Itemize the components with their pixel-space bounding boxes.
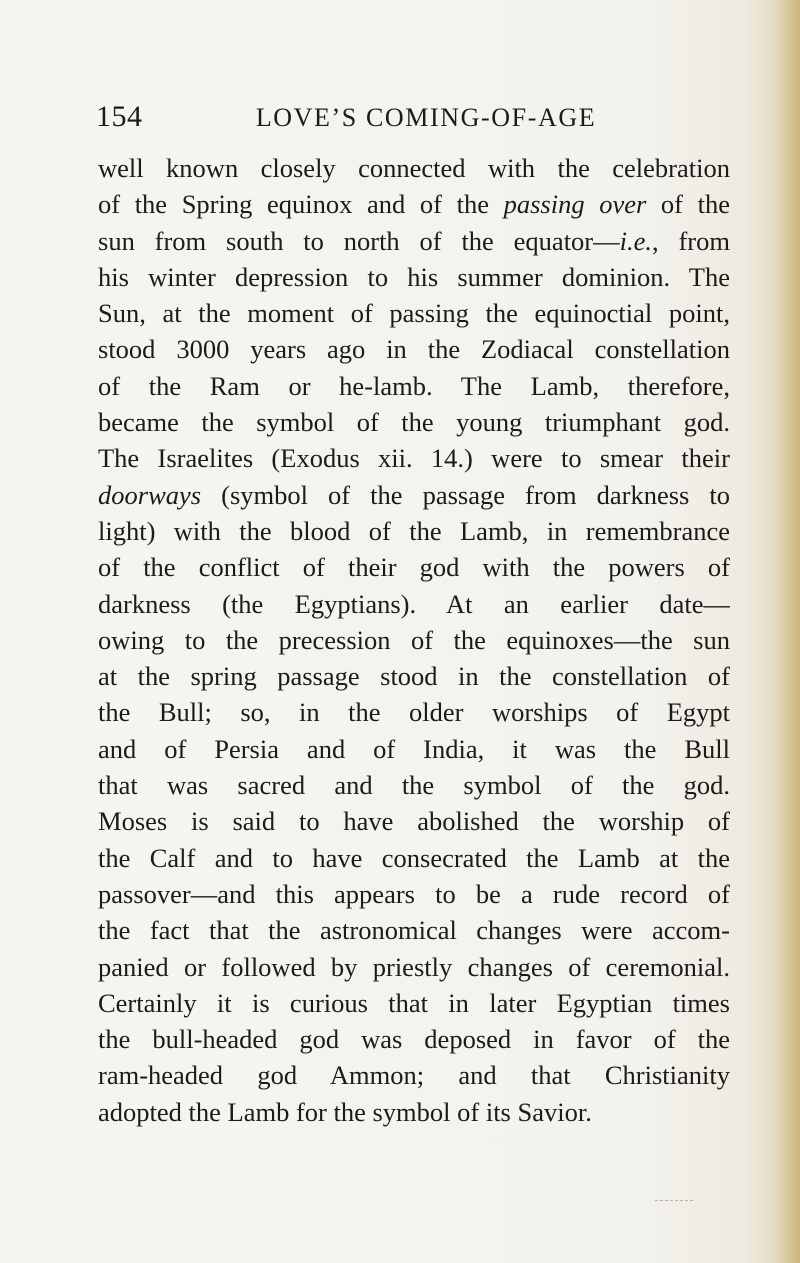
text-line <box>98 513 730 549</box>
text-line <box>98 295 730 331</box>
text-segment: light) with the blood of the Lamb, in remembrance <box>98 515 730 546</box>
text-line <box>98 1021 730 1057</box>
text-line <box>98 477 730 513</box>
text-segment: darkness (the Egyptians). At an earlier date— <box>98 588 730 619</box>
text-segment: Moses is said to have abolished the worship of <box>98 806 730 837</box>
running-title-text: LOVE’S COMING-OF-AGE <box>255 103 597 132</box>
text-segment: the fact that the astronomical changes were accom- <box>98 915 730 946</box>
italic-text-segment: doorways <box>98 479 202 510</box>
text-segment: became the symbol of the young triumphant god. <box>98 407 730 438</box>
text-line <box>98 150 730 186</box>
text-line <box>98 368 730 404</box>
text-line <box>98 331 730 367</box>
text-segment: the Bull; so, in the older worships of Egypt <box>98 697 730 728</box>
text-segment: of the <box>646 189 730 220</box>
text-line <box>98 658 730 694</box>
text-line <box>98 1057 730 1093</box>
italic-text-segment: passing over <box>503 189 647 220</box>
page-edge-discoloration <box>774 0 800 1263</box>
text-line <box>98 840 730 876</box>
text-line <box>98 767 730 803</box>
text-segment: that was sacred and the symbol of the god. <box>98 770 730 801</box>
text-segment: The Israelites (Exodus xii. 14.) were to smear their <box>98 443 730 474</box>
text-segment: panied or followed by priestly changes of ceremonial. <box>98 951 730 982</box>
italic-text-segment: i.e. <box>619 225 653 256</box>
text-line <box>98 912 730 948</box>
running-title <box>96 103 736 133</box>
text-segment: the bull-headed god was deposed in favor of the <box>98 1024 730 1055</box>
text-line <box>98 622 730 658</box>
text-segment: passover—and this appears to be a rude record of <box>98 878 730 909</box>
text-segment: the Calf and to have consecrated the Lamb at the <box>98 842 730 873</box>
text-line <box>98 586 730 622</box>
text-segment: ram-headed god Ammon; and that Christianity <box>98 1060 730 1091</box>
page-number: 154 <box>96 100 143 133</box>
text-segment: and of Persia and of India, it was the Bull <box>98 733 730 764</box>
text-segment: of the Ram or he-lamb. The Lamb, therefore, <box>98 370 730 401</box>
text-segment: Sun, at the moment of passing the equinoctial point, <box>98 298 730 329</box>
text-line <box>98 694 730 730</box>
text-segment: of the Spring equinox and of the <box>98 189 504 220</box>
text-segment: his winter depression to his summer dominion. The <box>98 261 730 292</box>
text-line <box>98 985 730 1021</box>
text-segment: well known closely connected with the celebration <box>98 153 730 183</box>
text-segment: owing to the precession of the equinoxes—the sun <box>98 624 730 655</box>
text-segment: adopted the Lamb for the symbol of its Savior. <box>98 1096 592 1127</box>
text-line <box>98 731 730 767</box>
text-line <box>98 949 730 985</box>
print-mark <box>655 1200 693 1203</box>
text-segment: sun from south to north of the equator— <box>98 225 620 256</box>
text-line <box>98 1094 730 1130</box>
text-segment: , from <box>652 225 730 256</box>
page-header <box>96 100 736 144</box>
text-line <box>98 549 730 585</box>
text-line <box>98 223 730 259</box>
text-line <box>98 803 730 839</box>
text-line <box>98 876 730 912</box>
text-line <box>98 259 730 295</box>
text-segment: (symbol of the passage from darkness to <box>201 479 730 510</box>
text-segment: of the conflict of their god with the powers of <box>98 552 730 583</box>
text-segment: Certainly it is curious that in later Egyptian times <box>98 987 730 1018</box>
text-line <box>98 404 730 440</box>
body-text <box>98 150 730 1130</box>
text-line <box>98 186 730 222</box>
text-line <box>98 440 730 476</box>
text-segment: at the spring passage stood in the constellation of <box>98 661 730 692</box>
text-segment: stood 3000 years ago in the Zodiacal constellation <box>98 334 730 365</box>
